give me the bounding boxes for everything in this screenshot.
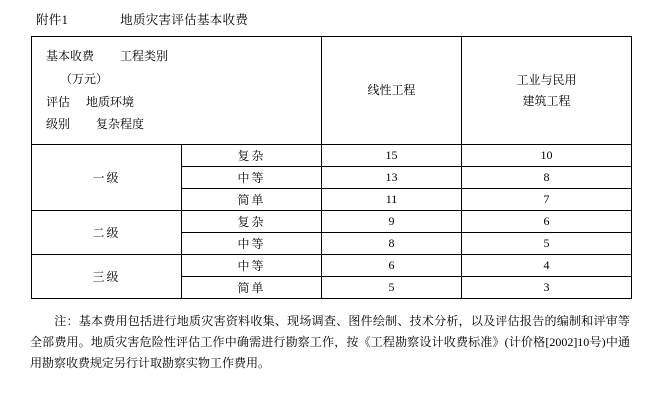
grade-cell-2: 二级 <box>32 211 182 255</box>
value-linear: 6 <box>322 255 462 277</box>
complexity-cell: 复杂 <box>182 211 322 233</box>
legend-geo-environment: 地质环境 <box>86 94 135 109</box>
value-building: 5 <box>462 233 632 255</box>
value-building: 3 <box>462 277 632 299</box>
value-linear: 5 <box>322 277 462 299</box>
legend-line-4 <box>46 113 311 136</box>
table-row <box>32 211 632 233</box>
table-note <box>30 311 630 374</box>
page-title: 地质灾害评估基本收费 <box>120 13 249 27</box>
complexity-cell: 简单 <box>182 189 322 211</box>
value-linear: 15 <box>322 145 462 167</box>
value-building: 6 <box>462 211 632 233</box>
fee-table <box>31 36 632 299</box>
complexity-cell: 中等 <box>182 255 322 277</box>
legend-unit: （万元） <box>60 71 109 86</box>
legend-assessment: 评估 <box>46 94 71 109</box>
value-linear: 9 <box>322 211 462 233</box>
column-header-building-line2: 建筑工程 <box>522 93 571 108</box>
value-building: 8 <box>462 167 632 189</box>
legend-line-1 <box>46 45 311 68</box>
column-header-building-line1: 工业与民用 <box>516 73 577 88</box>
value-linear: 8 <box>322 233 462 255</box>
note-label: 注： <box>54 314 79 329</box>
complexity-cell: 简单 <box>182 277 322 299</box>
table-row <box>32 145 632 167</box>
table-row <box>32 255 632 277</box>
table-header-row <box>32 37 632 145</box>
value-building: 10 <box>462 145 632 167</box>
legend-grade: 级别 <box>46 117 71 132</box>
header-legend-cell <box>32 37 322 145</box>
complexity-cell: 复杂 <box>182 145 322 167</box>
legend-line-2 <box>46 68 311 91</box>
value-building: 4 <box>462 255 632 277</box>
value-linear: 11 <box>322 189 462 211</box>
note-text: 基本费用包括进行地质灾害资料收集、现场调查、图件绘制、技术分析，以及评估报告的编制和评审等全部费用。地质灾害危险性评估工作中确需进行勘察工作，按《工程勘察设计收费标准》(计价格[2002]10号)中通用勘察收费规定另行计取勘察实物工作费用。 <box>30 314 630 371</box>
legend-line-3 <box>46 91 311 114</box>
attachment-number: 附件1 <box>36 13 69 27</box>
value-linear: 13 <box>322 167 462 189</box>
document-header <box>0 0 660 36</box>
legend-project-type: 工程类别 <box>120 49 169 63</box>
column-header-building <box>462 37 632 145</box>
grade-cell-3: 三级 <box>32 255 182 299</box>
value-building: 7 <box>462 189 632 211</box>
complexity-cell: 中等 <box>182 233 322 255</box>
legend-complexity: 复杂程度 <box>96 117 145 132</box>
grade-cell-1: 一级 <box>32 145 182 211</box>
column-header-linear: 线性工程 <box>322 37 462 145</box>
legend-basic-fee: 基本收费 <box>46 49 95 63</box>
complexity-cell: 中等 <box>182 167 322 189</box>
